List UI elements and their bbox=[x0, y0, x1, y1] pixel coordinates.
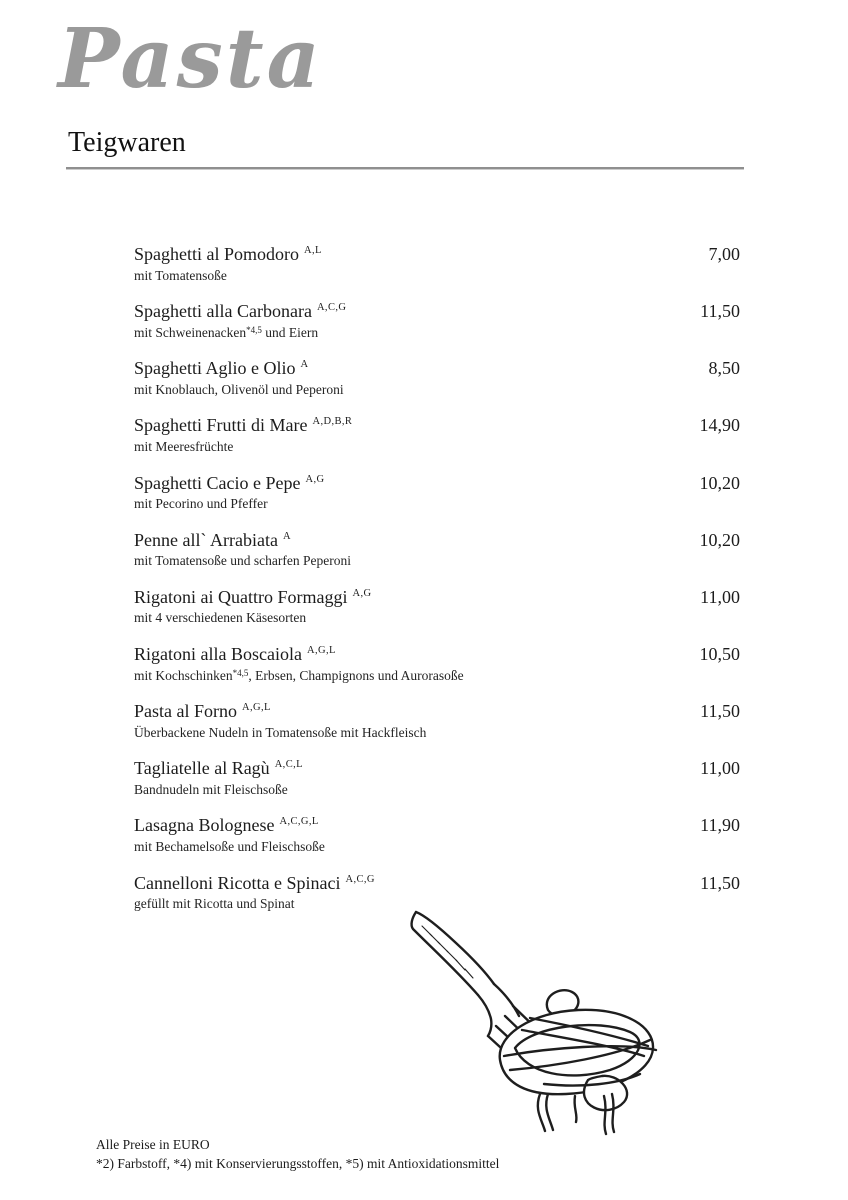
item-desc-text: mit Tomatensoße und scharfen Peperoni bbox=[134, 553, 352, 569]
item-description bbox=[134, 381, 740, 399]
item-allergens: A,G bbox=[305, 473, 325, 485]
item-desc-text: mit Knoblauch, Olivenöl und Peperoni bbox=[134, 381, 344, 397]
item-name: Penne all` Arrabiata bbox=[134, 529, 278, 550]
page-subtitle: Teigwaren bbox=[68, 127, 186, 158]
footer-additives-note: *2) Farbstoff, *4) mit Konservierungsstoffen, *5) mit Antioxidationsmittel bbox=[96, 1155, 500, 1171]
menu-item bbox=[134, 758, 740, 798]
menu-item-line bbox=[134, 873, 740, 895]
item-desc-text: mit Schweinenacken bbox=[134, 324, 247, 340]
item-name: Rigatoni ai Quattro Formaggi bbox=[134, 586, 348, 607]
menu-item bbox=[134, 301, 740, 341]
item-price: 11,50 bbox=[700, 872, 740, 893]
item-title bbox=[134, 815, 319, 837]
item-desc-rest: , Erbsen, Champignons und Aurorasoße bbox=[248, 667, 464, 683]
header-divider bbox=[66, 167, 744, 170]
item-title bbox=[134, 358, 308, 380]
footer-prices-note: Alle Preise in EURO bbox=[96, 1137, 210, 1152]
menu-item-line bbox=[134, 473, 740, 495]
menu-item bbox=[134, 701, 740, 741]
item-name: Spaghetti Frutti di Mare bbox=[134, 415, 308, 436]
item-title bbox=[134, 244, 322, 266]
item-title bbox=[134, 644, 336, 666]
item-allergens: A bbox=[300, 359, 309, 371]
item-name: Rigatoni alla Boscaiola bbox=[134, 643, 302, 664]
item-name: Spaghetti alla Carbonara bbox=[134, 301, 312, 322]
menu-item bbox=[134, 815, 740, 855]
item-name: Tagliatelle al Ragù bbox=[134, 758, 270, 779]
menu-item-line bbox=[134, 587, 740, 609]
menu-item-line bbox=[134, 415, 740, 437]
item-desc-text: mit Kochschinken bbox=[134, 667, 233, 683]
menu-item-line bbox=[134, 815, 740, 837]
menu-item bbox=[134, 244, 740, 284]
item-allergens: A,L bbox=[304, 245, 322, 256]
item-title bbox=[134, 758, 303, 780]
item-allergens: A,G,L bbox=[306, 644, 336, 656]
item-description bbox=[134, 267, 740, 285]
item-allergens: A,C,G bbox=[316, 302, 347, 314]
item-name: Cannelloni Ricotta e Spinaci bbox=[134, 872, 341, 893]
item-price: 11,90 bbox=[700, 815, 740, 836]
item-name: Spaghetti Aglio e Olio bbox=[134, 358, 296, 379]
menu-item-line bbox=[134, 530, 740, 552]
item-name: Spaghetti Cacio e Pepe bbox=[134, 472, 301, 493]
item-price: 10,20 bbox=[699, 472, 740, 493]
item-allergens: A,G,L bbox=[242, 702, 271, 714]
menu-list bbox=[134, 244, 740, 930]
item-title bbox=[134, 587, 371, 609]
item-name: Lasagna Bolognese bbox=[134, 815, 275, 836]
item-description bbox=[134, 838, 740, 856]
item-description bbox=[134, 667, 740, 685]
item-desc-superscript: *4,5 bbox=[246, 324, 262, 335]
fork-spaghetti-illustration bbox=[372, 898, 672, 1138]
item-description bbox=[134, 724, 740, 742]
menu-item bbox=[134, 358, 740, 398]
item-price: 8,50 bbox=[708, 358, 740, 379]
item-price: 10,20 bbox=[699, 529, 740, 550]
item-price: 14,90 bbox=[699, 415, 740, 436]
menu-item-line bbox=[134, 301, 740, 323]
item-title bbox=[134, 473, 324, 495]
item-desc-text: mit Tomatensoße bbox=[134, 267, 227, 283]
item-title bbox=[134, 873, 375, 895]
item-allergens: A,D,B,R bbox=[312, 416, 353, 428]
item-title bbox=[134, 415, 352, 437]
item-price: 11,00 bbox=[700, 586, 740, 607]
item-title bbox=[134, 701, 271, 723]
item-price: 7,00 bbox=[708, 244, 740, 264]
item-desc-text: mit 4 verschiedenen Käsesorten bbox=[134, 610, 307, 626]
menu-item-line bbox=[134, 244, 740, 266]
item-allergens: A bbox=[282, 530, 291, 542]
item-desc-text: mit Meeresfrüchte bbox=[134, 439, 234, 455]
menu-item bbox=[134, 415, 740, 455]
menu-item bbox=[134, 473, 740, 513]
item-allergens: A,C,G,L bbox=[279, 816, 319, 828]
item-desc-text: Bandnudeln mit Fleischsoße bbox=[134, 781, 288, 797]
menu-item-line bbox=[134, 358, 740, 380]
item-title bbox=[134, 301, 346, 323]
item-desc-text: Überbackene Nudeln in Tomatensoße mit Hackfleisch bbox=[134, 724, 427, 740]
item-price: 10,50 bbox=[699, 643, 740, 664]
item-description bbox=[134, 552, 740, 570]
item-name: Spaghetti al Pomodoro bbox=[134, 244, 299, 264]
item-allergens: A,C,L bbox=[274, 759, 303, 771]
item-desc-rest: und Eiern bbox=[261, 324, 319, 340]
item-description bbox=[134, 781, 740, 799]
footer bbox=[96, 1136, 499, 1174]
item-desc-text: mit Pecorino und Pfeffer bbox=[134, 496, 268, 512]
item-desc-superscript: *4,5 bbox=[232, 667, 249, 678]
item-title bbox=[134, 530, 291, 552]
page-title-script: Pasta bbox=[58, 11, 323, 107]
menu-item bbox=[134, 530, 740, 570]
item-description bbox=[134, 609, 740, 627]
item-allergens: A,G bbox=[352, 587, 372, 599]
menu-item-line bbox=[134, 701, 740, 723]
menu-item-line bbox=[134, 758, 740, 780]
item-price: 11,00 bbox=[700, 758, 740, 779]
item-allergens: A,C,G bbox=[345, 873, 375, 885]
item-desc-text: gefüllt mit Ricotta und Spinat bbox=[134, 896, 295, 912]
menu-item-line bbox=[134, 644, 740, 666]
item-description bbox=[134, 438, 740, 456]
item-description bbox=[134, 495, 740, 513]
item-desc-text: mit Bechamelsoße und Fleischsoße bbox=[134, 839, 325, 854]
item-name: Pasta al Forno bbox=[134, 701, 237, 722]
item-price: 11,50 bbox=[700, 301, 740, 322]
menu-item bbox=[134, 644, 740, 684]
menu-item bbox=[134, 587, 740, 627]
fork-spaghetti-drawing bbox=[372, 898, 672, 1138]
item-price: 11,50 bbox=[700, 701, 740, 722]
item-description bbox=[134, 324, 740, 342]
